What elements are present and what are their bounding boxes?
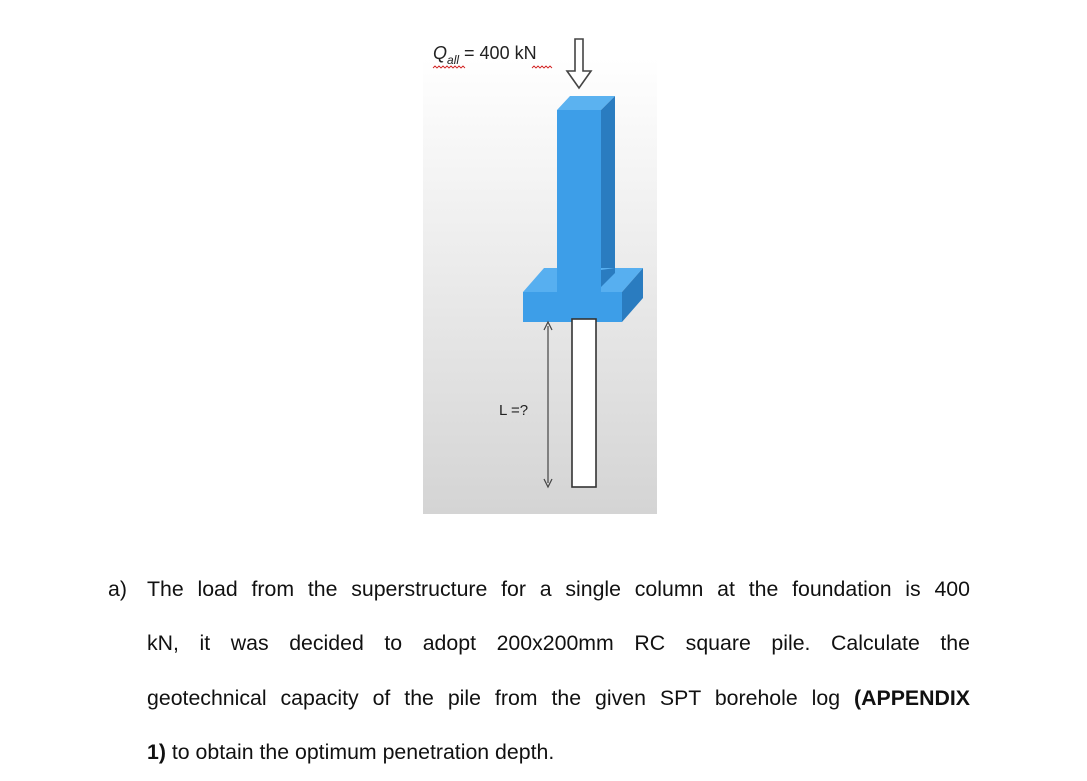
question-line-3 [108,671,970,725]
column-front-face [557,110,601,287]
question-line-2: kN, it was decided to adopt 200x200mm RC square pile. Calculate the [147,631,970,656]
question-line-4-text: to obtain the optimum penetration depth. [165,739,555,764]
load-symbol: Q [433,43,448,63]
pile [572,319,596,487]
appendix-reference-end: 1) [147,739,166,764]
question-line-4 [108,725,970,779]
column-base-front [557,268,601,292]
question-line-1-text: The load from the superstructure for a single column at the foundation is 400 [147,577,970,601]
question-a [108,562,970,779]
column-side-face [601,96,615,287]
question-line-1 [108,562,970,616]
question-line-3-text: geotechnical capacity of the pile from the given SPT borehole log [147,685,855,710]
load-subscript: all [447,53,460,67]
load-value: = 400 kN [459,43,537,63]
pile-cap-front-face [523,292,622,322]
column [557,96,615,287]
appendix-reference-start: (APPENDIX [854,685,970,710]
question-marker: a) [108,577,127,601]
length-label: L =? [499,402,529,419]
